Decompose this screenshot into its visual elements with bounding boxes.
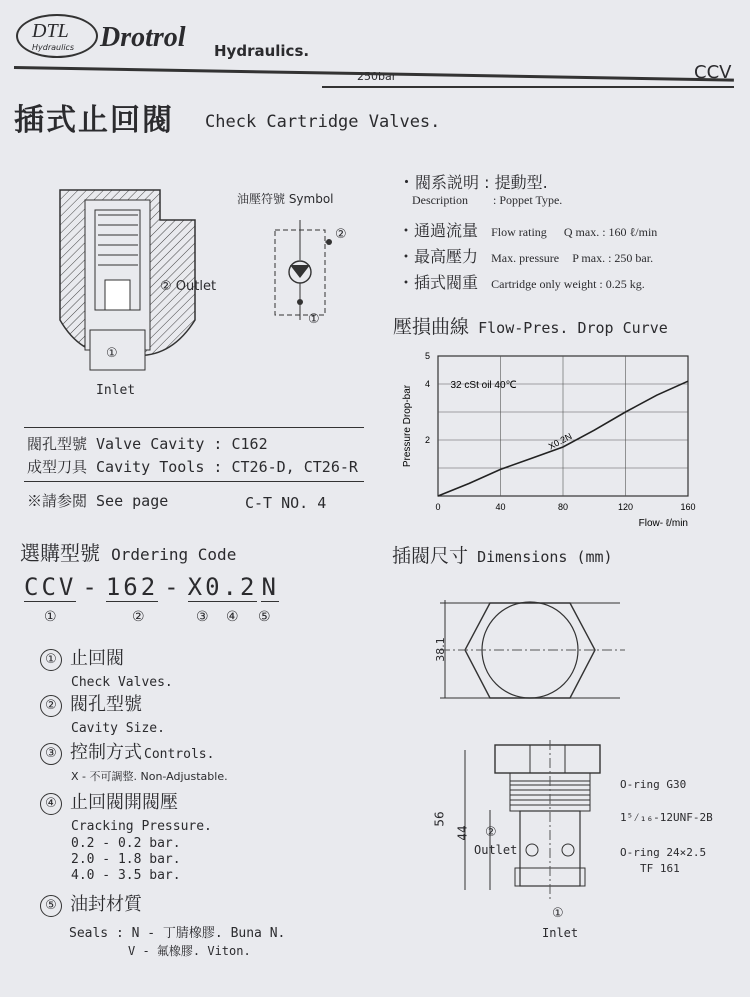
dim-inlet-num: ① (552, 906, 564, 921)
item-3-en: Controls. (144, 747, 215, 762)
dim-56: 56 (432, 811, 447, 827)
code-num-3: ③ (196, 609, 209, 625)
tf-161: TF 161 (640, 862, 680, 875)
item-4-zh: 止回閥開閥壓 (70, 792, 178, 813)
x-axis-label: Flow- ℓ/min (638, 518, 688, 529)
spec-pressure-en: Max. pressure (491, 251, 560, 265)
item-4-num: ④ (40, 793, 62, 815)
item-5-zh: 油封材質 (70, 894, 142, 915)
item-2-num: ② (40, 695, 62, 717)
logo (16, 14, 98, 58)
logo-text: DTL (32, 20, 69, 42)
spec-label-zh: 閥系説明 : (415, 173, 490, 192)
spec-flow-en: Flow rating (491, 225, 547, 239)
cavity-top-rule (24, 427, 364, 428)
spec-flow: ・通過流量 Flow rating Q max. : 160 ℓ/min (398, 221, 658, 240)
code-num-5: ⑤ (258, 609, 271, 625)
dimensions-title-en: Dimensions (mm) (477, 548, 613, 566)
spec-value-zh: 提動型. (494, 173, 548, 192)
cavity-row3-a: ※請参閲 See page (27, 492, 169, 510)
x-tick-label: 80 (557, 502, 569, 512)
flow-pressure-chart (398, 350, 708, 535)
code-part-3: X (187, 573, 206, 601)
item-4-line-2: 2.0 - 1.8 bar. (71, 851, 181, 867)
curve-title-en: Flow-Pres. Drop Curve (478, 319, 668, 337)
spec-pressure-val: P max. : 250 bar. (572, 251, 654, 265)
item-2-zh: 閥孔型號 (70, 694, 142, 715)
y-tick-label: 2 (424, 435, 430, 445)
item-5-num: ⑤ (40, 895, 62, 917)
spec-weight-zh: 插式閥重 (414, 273, 479, 292)
hydraulic-symbol (265, 220, 345, 325)
code-part-4: 0.2 (205, 573, 258, 601)
cavity-row1: 閥孔型號 Valve Cavity : C162 (27, 435, 268, 453)
dim-inlet: Inlet (542, 926, 579, 940)
spec-sub: Description (412, 193, 468, 207)
curve-title (393, 312, 668, 339)
item-4-line-3: 4.0 - 3.5 bar. (71, 867, 181, 883)
series-label: X0.2N (546, 430, 574, 452)
code-part-5: N (261, 573, 279, 601)
dimensions-title (392, 541, 613, 568)
item-5-line-2: V - 氟橡膠. Viton. (128, 943, 251, 958)
symbol-num-bottom: ① (308, 312, 320, 327)
spec-description: ・閥系説明 : 提動型. (398, 173, 548, 193)
page-title-zh: 插式止回閥 (14, 103, 174, 138)
y-tick-label: 4 (424, 379, 430, 389)
oring-g30: O-ring G30 (620, 778, 687, 791)
item-4-en: Cracking Pressure. (71, 818, 212, 834)
item-1-en: Check Valves. (71, 674, 173, 690)
item-1-zh: 止回閥 (70, 648, 124, 669)
code-part-1: CCV (24, 573, 77, 601)
symbol-num-top: ② (335, 227, 347, 242)
dim-outlet: Outlet (474, 843, 518, 857)
x-tick-label: 160 (680, 502, 696, 512)
x-tick-label: 120 (617, 502, 634, 512)
item-3-sub: X - 不可調整. Non-Adjustable. (71, 769, 228, 783)
spec-weight: ・插式閥重 Cartridge only weight : 0.25 kg. (398, 273, 645, 292)
y-tick-label: 5 (424, 351, 430, 361)
ordering-item-2 (40, 690, 165, 736)
item-3-zh: 控制方式 (70, 742, 142, 763)
dim-44: 44 (455, 825, 470, 841)
ordering-item-4 (40, 788, 212, 883)
thread-spec: 1⁵⁄₁₆-12UNF-2B (620, 811, 713, 824)
spec-weight-en: Cartridge only weight : 0.25 kg. (491, 277, 645, 291)
oring-24: O-ring 24×2.5 (620, 846, 707, 859)
item-2-en: Cavity Size. (71, 720, 165, 736)
spec-description-en (412, 193, 562, 208)
item-4-line-1: 0.2 - 0.2 bar. (71, 835, 181, 851)
ordering-item-1 (40, 644, 173, 690)
curve-title-zh: 壓損曲線 (393, 316, 470, 338)
ordering-title-en: Ordering Code (111, 545, 237, 564)
hex-top-view (430, 598, 630, 703)
inlet-label: Inlet (96, 383, 136, 398)
y-axis-label: Pressure Drop-bar (402, 384, 413, 468)
brand-suffix: Hydraulics. (214, 42, 310, 60)
cavity-bottom-rule (24, 481, 364, 482)
ordering-item-3 (40, 738, 228, 784)
code-num-1: ① (44, 609, 57, 625)
brand: Drotrol (100, 22, 186, 53)
code-num-4: ④ (226, 609, 239, 625)
chart-annotation: 32 cSt oil 40℃ (450, 380, 517, 391)
spec-flow-val: Q max. : 160 ℓ/min (563, 225, 658, 239)
header-rule-2 (322, 86, 734, 88)
spec-sub2: : Poppet Type. (493, 193, 563, 207)
item-3-num: ③ (40, 743, 62, 765)
ordering-item-5 (40, 890, 285, 959)
valve-section-drawing (20, 180, 270, 390)
cavity-row2: 成型刀具 Cavity Tools : CT26-D, CT26-R (27, 458, 358, 476)
symbol-label: 油壓符號 Symbol (237, 192, 334, 206)
item-5-line-1: Seals : N - 丁腈橡膠. Buna N. (69, 925, 286, 941)
item-1-num: ① (40, 649, 62, 671)
dim-outlet-num: ② (485, 825, 497, 840)
spec-flow-zh: 通過流量 (414, 221, 479, 240)
pressure-rating: 250bar (357, 70, 397, 83)
code-sep-1: - (82, 573, 100, 601)
ordering-title-zh: 選購型號 (20, 541, 100, 565)
code-part-2: 162 (105, 573, 159, 601)
page-title-en: Check Cartridge Valves. (205, 112, 441, 132)
outlet-label: ② Outlet (160, 279, 217, 294)
cavity-row3-b: C-T NO. 4 (245, 494, 327, 512)
x-tick-label: 0 (435, 502, 441, 512)
model-code: CCV (694, 62, 732, 83)
logo-sub: Hydraulics (32, 43, 75, 52)
code-sep-2: - (164, 573, 182, 601)
dim-hex: 38.1 (433, 637, 447, 662)
ordering-title (20, 537, 236, 566)
spec-pressure: ・最高壓力 Max. pressure P max. : 250 bar. (398, 247, 654, 266)
x-tick-label: 40 (495, 502, 506, 512)
dimensions-title-zh: 插閥尺寸 (392, 545, 469, 567)
inlet-num: ① (106, 346, 118, 361)
ordering-code (24, 573, 279, 601)
spec-pressure-zh: 最高壓力 (414, 247, 479, 266)
code-num-2: ② (132, 609, 145, 625)
